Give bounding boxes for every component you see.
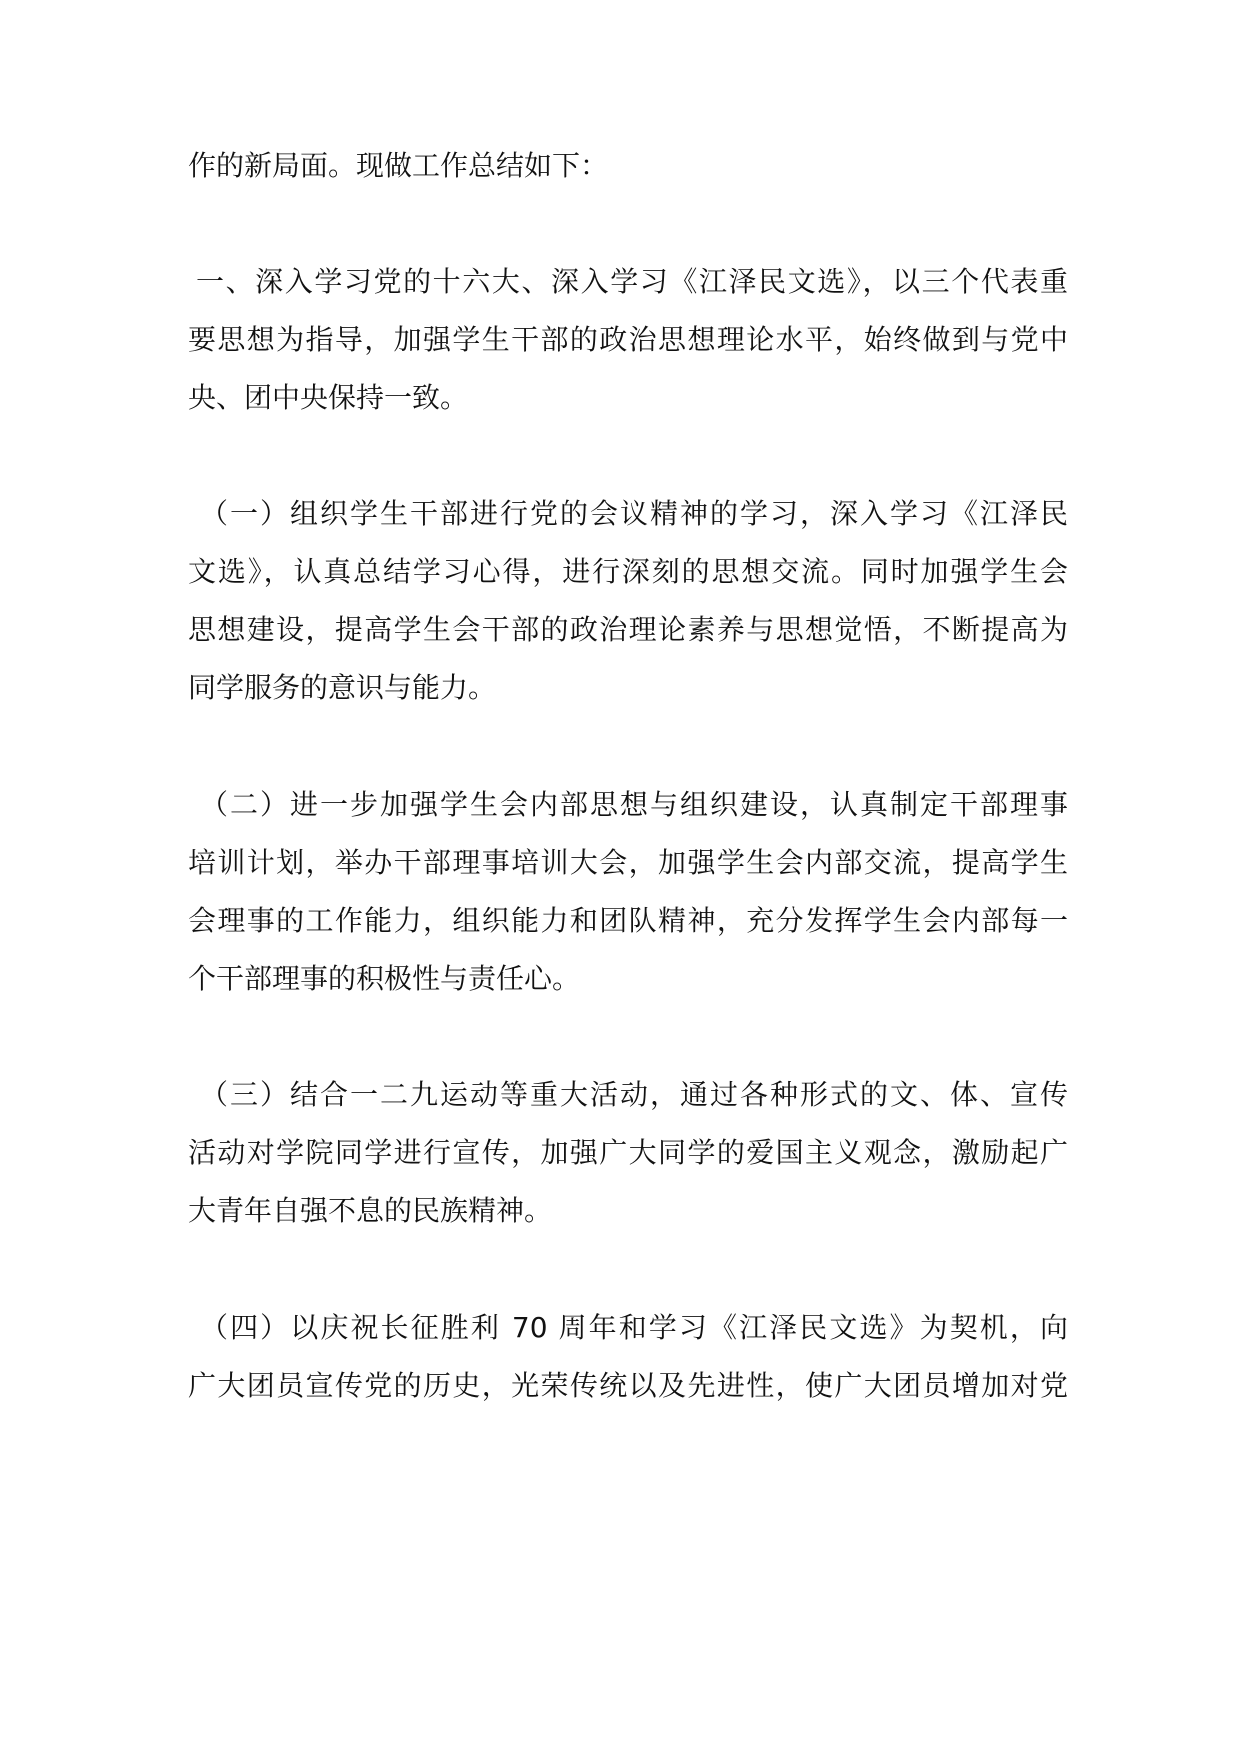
item-2-line-3: 会理事的工作能力，组织能力和团队精神，充分发挥学生会内部每一 xyxy=(188,904,1068,937)
item-2-line-2: 培训计划，举办干部理事培训大会，加强学生会内部交流，提高学生 xyxy=(188,846,1068,879)
item-4-line-1: （四）以庆祝长征胜利 70 周年和学习《江泽民文选》为契机，向 xyxy=(200,1311,1068,1344)
item-1-line-4: 同学服务的意识与能力。 xyxy=(188,671,497,704)
item-2-line-4: 个干部理事的积极性与责任心。 xyxy=(188,962,581,995)
section-1-line-3: 央、团中央保持一致。 xyxy=(188,381,469,414)
section-1-line-2: 要思想为指导，加强学生干部的政治思想理论水平，始终做到与党中 xyxy=(188,323,1068,356)
item-1-line-1: （一）组织学生干部进行党的会议精神的学习，深入学习《江泽民 xyxy=(200,497,1068,530)
item-1-line-3: 思想建设，提高学生会干部的政治理论素养与思想觉悟，不断提高为 xyxy=(188,613,1068,646)
section-1-line-1: 一、深入学习党的十六大、深入学习《江泽民文选》，以三个代表重 xyxy=(196,265,1068,298)
item-3-line-1: （三）结合一二九运动等重大活动，通过各种形式的文、体、宣传 xyxy=(200,1078,1068,1111)
item-3-line-3: 大青年自强不息的民族精神。 xyxy=(188,1194,553,1227)
intro-line: 作的新局面。现做工作总结如下： xyxy=(188,149,609,182)
item-1-line-2: 文选》，认真总结学习心得，进行深刻的思想交流。同时加强学生会 xyxy=(188,555,1068,588)
item-3-line-2: 活动对学院同学进行宣传，加强广大同学的爱国主义观念，激励起广 xyxy=(188,1136,1068,1169)
item-2-line-1: （二）进一步加强学生会内部思想与组织建设，认真制定干部理事 xyxy=(200,788,1068,821)
item-4-line-2: 广大团员宣传党的历史，光荣传统以及先进性，使广大团员增加对党 xyxy=(188,1369,1068,1402)
